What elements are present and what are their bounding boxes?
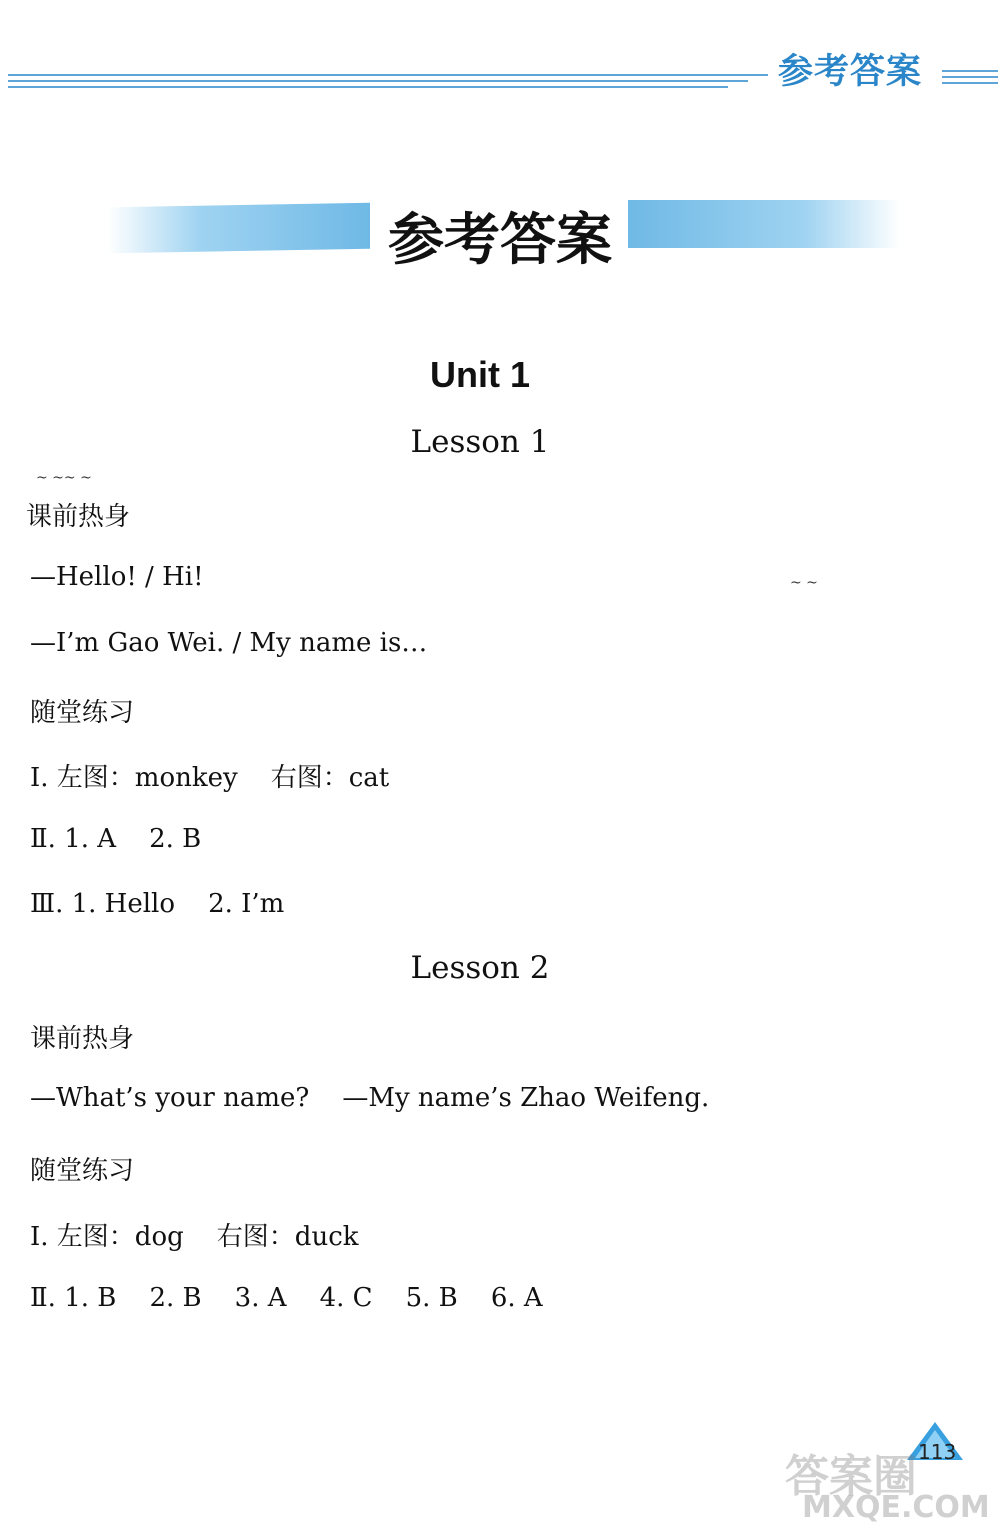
watermark-url: MXQE.COM xyxy=(802,1490,990,1525)
answer-line: —What’s your name? —My name’s Zhao Weifeng. xyxy=(30,1083,710,1113)
lesson-heading: Lesson 1 xyxy=(410,424,550,460)
answer-line: Ⅰ. 左图：dog 右图：duck xyxy=(30,1222,359,1252)
answer-line: Ⅱ. 1. B 2. B 3. A 4. C 5. B 6. A xyxy=(30,1283,543,1313)
page-number: 113 xyxy=(918,1440,957,1464)
header-rule-lines-right xyxy=(942,66,998,86)
page-title: 参考答案 xyxy=(388,208,612,273)
handwritten-scribble: ~ ~~ ~ xyxy=(36,470,92,486)
banner-right-stripe xyxy=(628,200,900,248)
unit-heading: Unit 1 xyxy=(429,354,530,395)
running-header-title: 参考答案 xyxy=(778,52,923,92)
watermark-logo: 答案圈 xyxy=(785,1451,917,1502)
section-label: 随堂练习 xyxy=(30,1156,135,1186)
banner-left-stripe xyxy=(108,203,370,254)
answer-line: Ⅲ. 1. Hello 2. I’m xyxy=(30,889,285,919)
answer-line: Ⅱ. 1. A 2. B xyxy=(30,824,202,854)
handwritten-scribble: ~ ~ xyxy=(790,575,818,591)
answer-line: —I’m Gao Wei. / My name is… xyxy=(30,628,428,658)
section-label: 课前热身 xyxy=(26,502,131,532)
section-label: 随堂练习 xyxy=(30,698,135,728)
header-rule-lines xyxy=(8,64,768,94)
answer-line: —Hello! / Hi! xyxy=(30,562,204,592)
answer-line: Ⅰ. 左图：monkey 右图：cat xyxy=(30,763,390,793)
section-label: 课前热身 xyxy=(30,1024,135,1054)
lesson-heading: Lesson 2 xyxy=(410,950,550,986)
